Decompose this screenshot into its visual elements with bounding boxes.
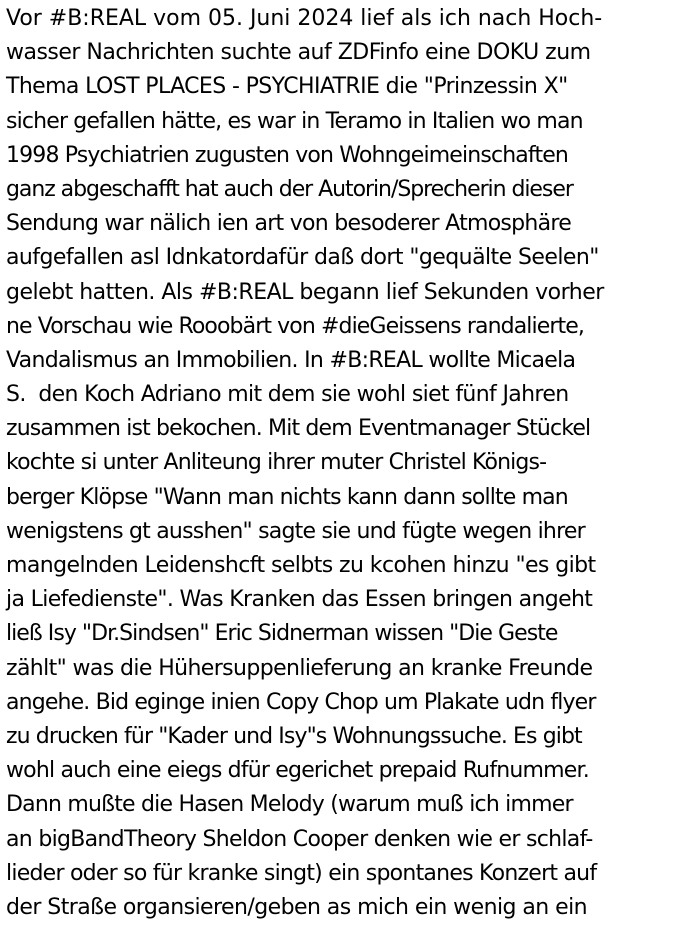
text-line: berger Klöpse "Wann man nichts kann dann sollte man	[6, 484, 568, 510]
text-line: kochte si unter Anliteung ihrer muter Christel Königs-	[6, 450, 547, 476]
text-line: gelebt hatten. Als #B:REAL begann lief Sekunden vorher	[6, 279, 604, 305]
text-line: Vandalismus an Immobilien. In #B:REAL wollte Micaela	[6, 347, 576, 373]
text-line: Sendung war nälich ien art von besoderer Atmosphäre	[6, 211, 572, 237]
text-line: ließ Isy "Dr.Sindsen" Eric Sidnerman wissen "Die Geste	[6, 621, 558, 647]
text-line: Thema LOST PLACES - PSYCHIATRIE die "Prinzessin X"	[6, 74, 568, 100]
text-line: mangelnden Leidenshcft selbts zu kcohen hinzu "es gibt	[6, 553, 596, 578]
text-line: angehe. Bid eginge inien Copy Chop um Plakate udn flyer	[6, 689, 596, 715]
text-line: zusammen ist bekochen. Mit dem Eventmanager Stückel	[6, 416, 591, 442]
text-line: ja Liefedienste". Was Kranken das Essen bringen angeht	[6, 587, 593, 613]
text-line: ganz abgeschafft hat auch der Autorin/Sprecherin dieser	[6, 176, 573, 202]
text-line: an bigBandTheory Sheldon Cooper denken wie er schlaf-	[6, 826, 593, 852]
text-line: S. den Koch Adriano mit dem sie wohl siet fünf Jahren	[6, 382, 569, 408]
text-line: sicher gefallen hätte, es war in Teramo in Italien wo man	[6, 108, 583, 134]
text-line: wohl auch eine eiegs dfür egerichet prepaid Rufnummer.	[6, 758, 589, 784]
text-line: lieder oder so für kranke singt) ein spontanes Konzert auf	[6, 860, 597, 886]
text-line: aufgefallen asl Idnkatordafür daß dort "gequälte Seelen"	[6, 245, 599, 271]
text-line: 1998 Psychiatrien zugusten von Wohngeimeinschaften	[6, 142, 568, 168]
text-line: Dann mußte die Hasen Melody (warum muß ich immer	[6, 792, 573, 818]
text-line: zählt" was die Hühersuppenlieferung an kranke Freunde	[6, 655, 593, 681]
document-body	[6, 2, 682, 925]
text-line: zu drucken für "Kader und Isy"s Wohnungssuche. Es gibt	[6, 723, 582, 749]
text-line: wenigstens gt ausshen" sagte sie und fügte wegen ihrer	[6, 518, 585, 544]
text-line: wasser Nachrichten suchte auf ZDFinfo eine DOKU zum	[6, 40, 591, 66]
text-line: der Straße organsieren/geben as mich ein wenig an ein	[6, 894, 588, 920]
text-line: ne Vorschau wie Rooobärt von #dieGeissens randalierte,	[6, 313, 584, 339]
text-line: Vor #B:REAL vom 05. Juni 2024 lief als ich nach Hoch-	[6, 6, 603, 31]
